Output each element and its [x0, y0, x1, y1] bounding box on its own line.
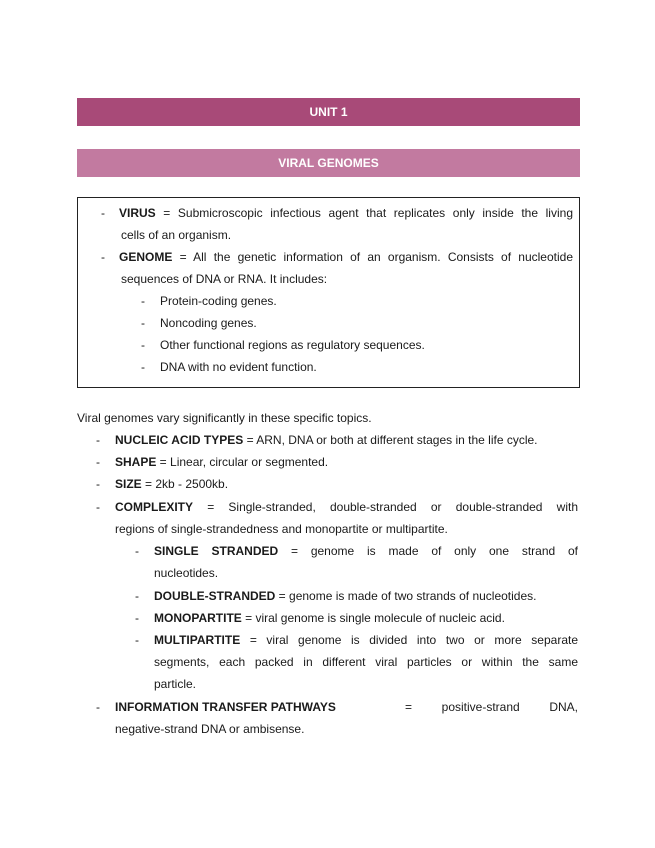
bullet-dash: - [96, 500, 100, 514]
complexity-item-line1 [115, 496, 578, 518]
virus-text: = Submicroscopic infectious agent that replicates only inside the living [155, 206, 573, 220]
bullet-dash: - [141, 338, 145, 352]
bullet-dash: - [96, 700, 100, 714]
complexity-text: = Single-stranded, double-stranded or double-stranded with [193, 500, 578, 514]
section-title-banner: VIRAL GENOMES [77, 149, 580, 177]
shape-term: SHAPE [115, 455, 157, 469]
multipartite-item-line2: segments, each packed in different viral particles or within the same [154, 655, 578, 669]
bullet-dash: - [101, 250, 105, 264]
info-transfer-term: INFORMATION TRANSFER PATHWAYS [115, 700, 336, 714]
genome-term: GENOME [119, 250, 173, 264]
monopartite-text: = viral genome is single molecule of nucleic acid. [241, 611, 505, 625]
genome-definition-line1 [119, 246, 573, 268]
info-transfer-text-line1: = positive-strand DNA, [405, 700, 578, 714]
shape-item [115, 451, 328, 473]
complexity-item-line2: regions of single-strandedness and monopartite or multipartite. [115, 522, 448, 536]
intro-paragraph: Viral genomes vary significantly in these specific topics. [77, 411, 372, 425]
size-term: SIZE [115, 477, 142, 491]
unit-title-banner: UNIT 1 [77, 98, 580, 126]
bullet-dash: - [96, 433, 100, 447]
info-transfer-text-line2: negative-strand DNA or ambisense. [115, 722, 305, 736]
genome-item: Noncoding genes. [160, 316, 257, 330]
bullet-dash: - [96, 477, 100, 491]
genome-text: = All the genetic information of an organism. Consists of nucleotide [172, 250, 573, 264]
genome-item: Protein-coding genes. [160, 294, 277, 308]
genome-item: DNA with no evident function. [160, 360, 317, 374]
double-stranded-term: DOUBLE-STRANDED [154, 589, 276, 603]
double-stranded-item [154, 585, 537, 607]
bullet-dash: - [135, 633, 139, 647]
bullet-dash: - [96, 455, 100, 469]
size-item [115, 473, 228, 495]
multipartite-text: = viral genome is divided into two or more separate [240, 633, 578, 647]
monopartite-item [154, 607, 505, 629]
single-stranded-term: SINGLE STRANDED [154, 544, 279, 558]
virus-definition-line2: cells of an organism. [121, 228, 232, 242]
info-transfer-term-line [115, 696, 336, 718]
multipartite-item-line3: particle. [154, 677, 197, 691]
nucleic-acid-types-item [115, 429, 538, 451]
nucleic-acid-text: = ARN, DNA or both at different stages in the life cycle. [243, 433, 538, 447]
virus-definition-line1 [119, 202, 573, 224]
bullet-dash: - [135, 589, 139, 603]
bullet-dash: - [101, 206, 105, 220]
multipartite-item-line1 [154, 629, 578, 651]
single-stranded-text: = genome is made of only one strand of [278, 544, 578, 558]
monopartite-term: MONOPARTITE [154, 611, 242, 625]
genome-item: Other functional regions as regulatory sequences. [160, 338, 425, 352]
size-text: = 2kb - 2500kb. [141, 477, 229, 491]
double-stranded-text: = genome is made of two strands of nucleotides. [275, 589, 537, 603]
genome-definition-line2: sequences of DNA or RNA. It includes: [121, 272, 328, 286]
nucleic-acid-term: NUCLEIC ACID TYPES [115, 433, 244, 447]
virus-term: VIRUS [119, 206, 156, 220]
bullet-dash: - [135, 544, 139, 558]
shape-text: = Linear, circular or segmented. [156, 455, 329, 469]
complexity-term: COMPLEXITY [115, 500, 194, 514]
bullet-dash: - [141, 294, 145, 308]
single-stranded-item-line2: nucleotides. [154, 566, 219, 580]
multipartite-term: MULTIPARTITE [154, 633, 241, 647]
bullet-dash: - [141, 316, 145, 330]
bullet-dash: - [141, 360, 145, 374]
single-stranded-item-line1 [154, 540, 578, 562]
bullet-dash: - [135, 611, 139, 625]
